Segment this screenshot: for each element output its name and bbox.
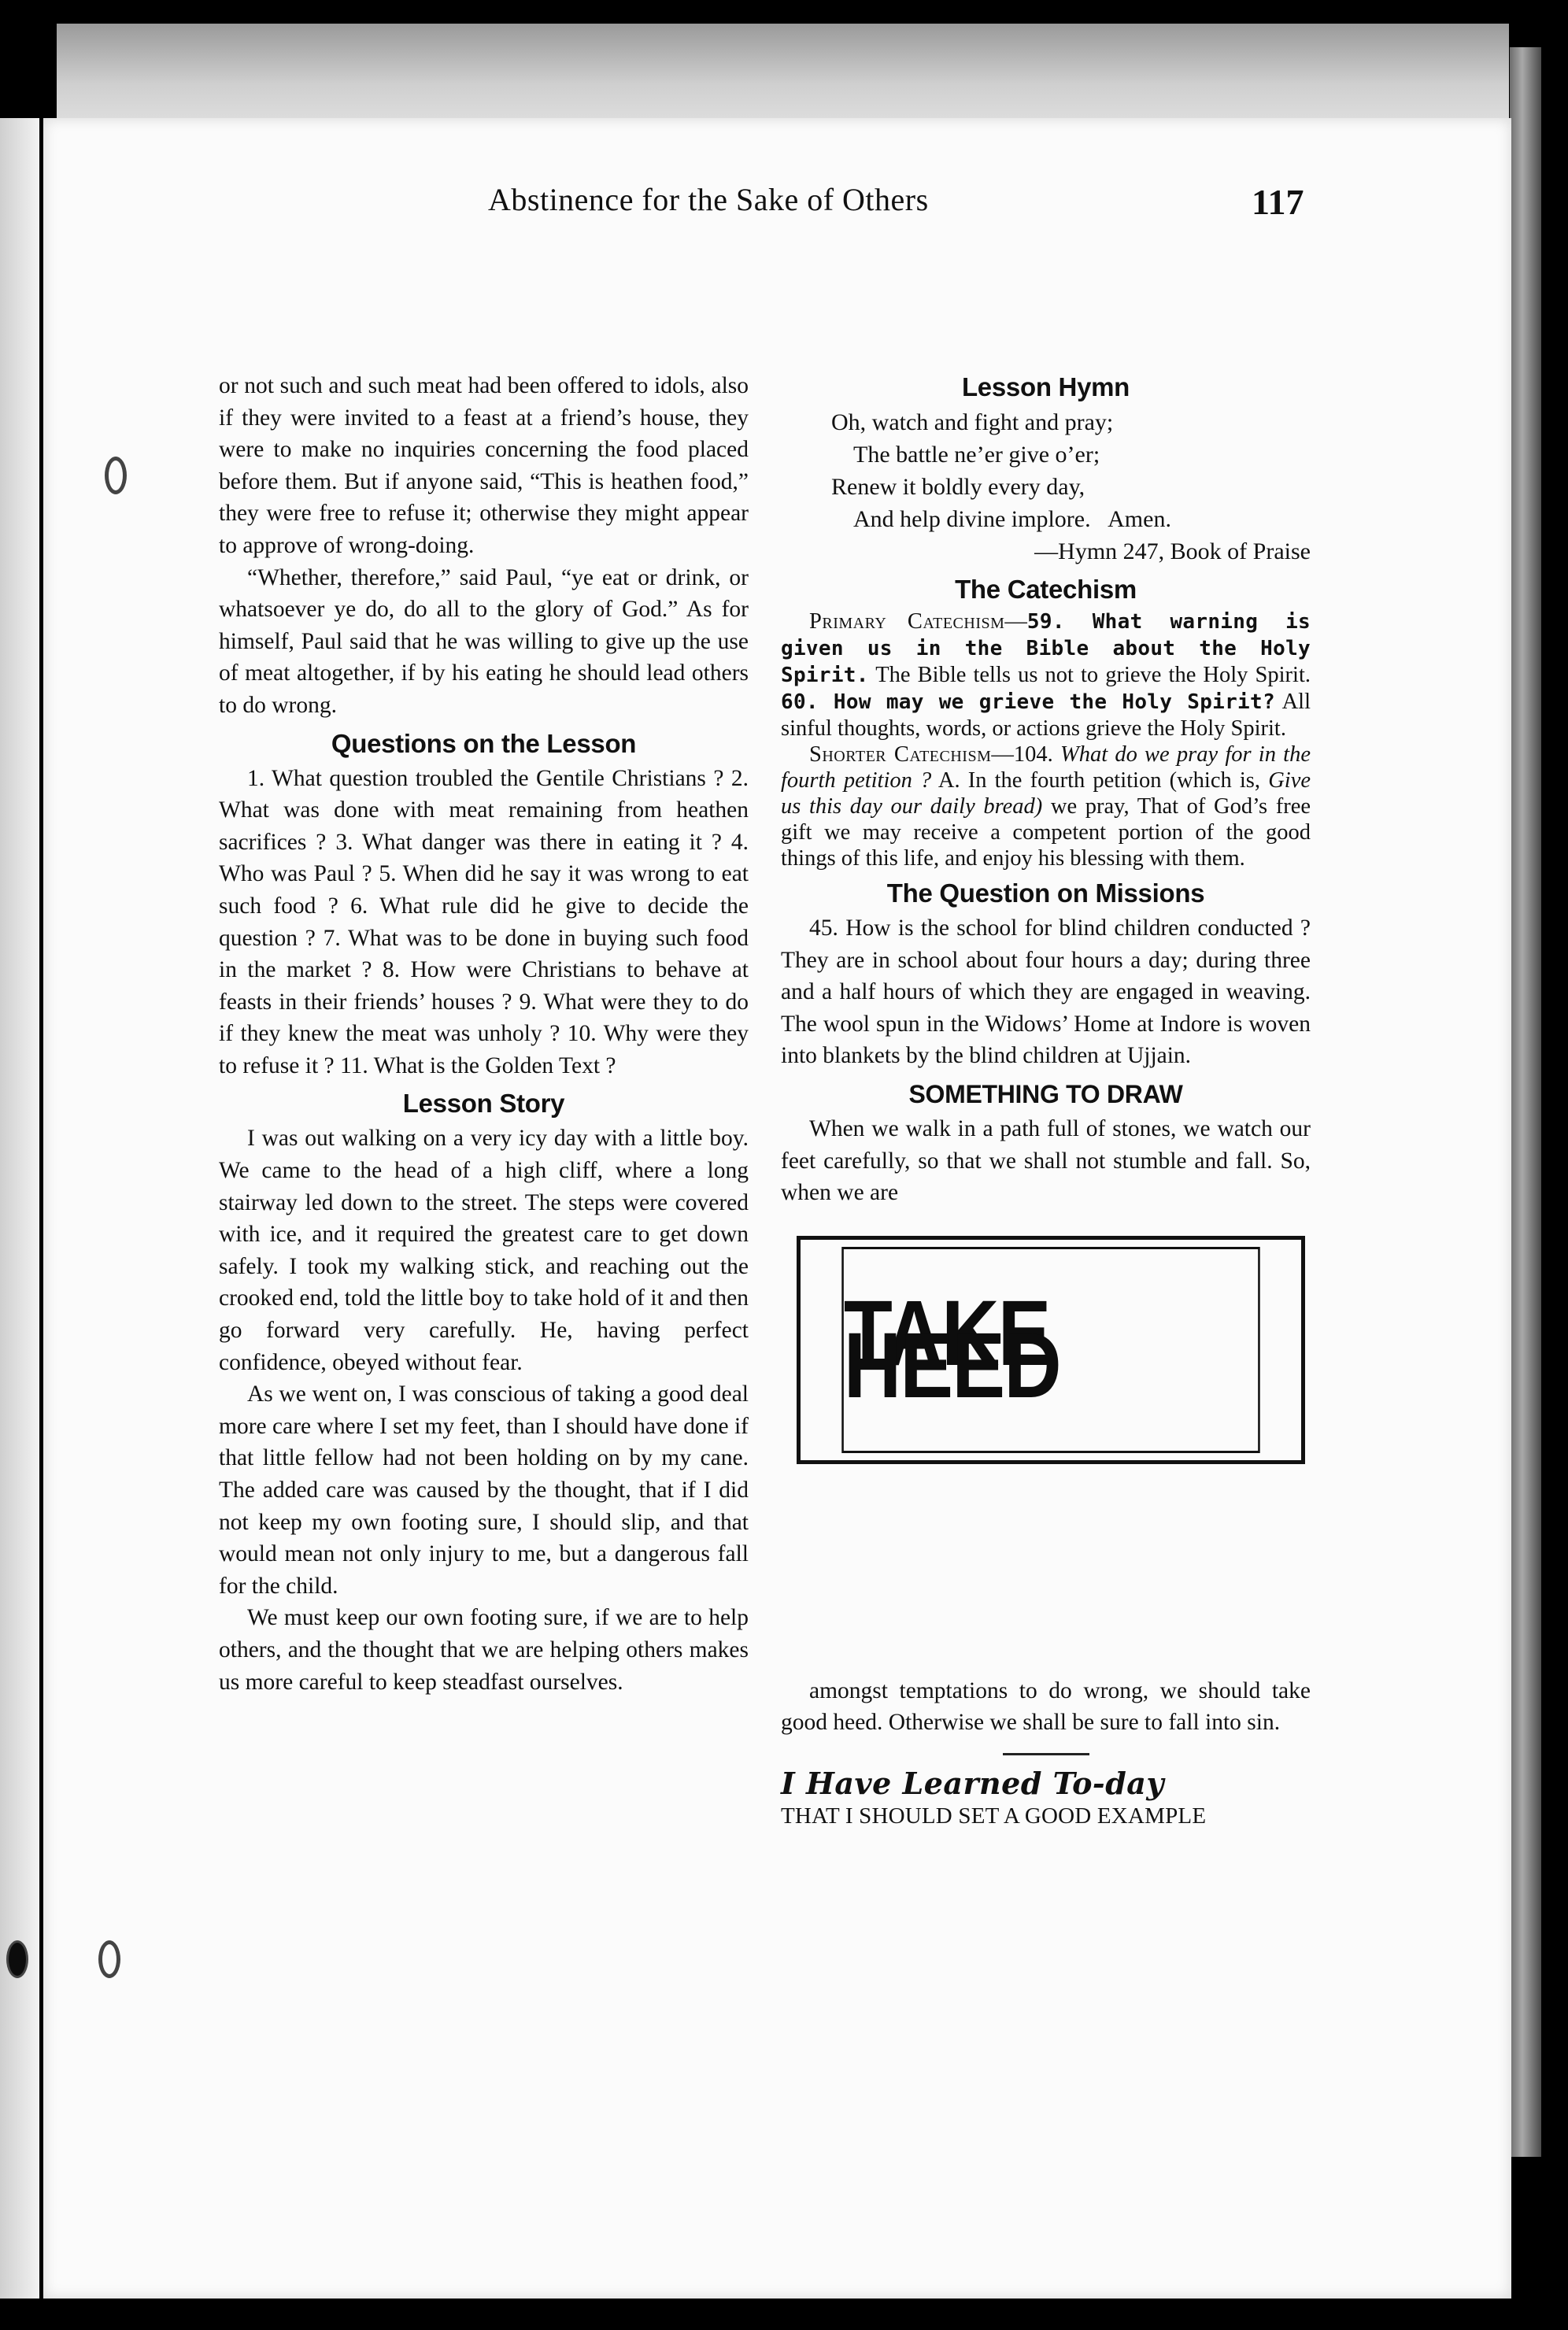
right-column (781, 370, 1311, 1832)
hymn-line-text: And help divine implore. (853, 506, 1091, 532)
missions-text: 45. How is the school for blind children conducted ? They are in school about four hours a day; during three and a half hours of which they are engaged in weaving. The wool spun in the Widows’ Home at Indore is woven into blankets by the blind children at Ujjain. (781, 915, 1311, 1069)
shorter-catechism: Shorter Catechism—104. What do we pray for in the fourth petition ? A. In the fourth petition (which is, Give us this day our daily bread) we pray, That of God’s free gift we may receive a competent portion of the good things of this life, and enjoy his blessing with them. (781, 742, 1311, 871)
missions-heading: The Question on Missions (886, 878, 1205, 908)
story-heading: Lesson Story (402, 1089, 565, 1119)
underlying-page-right-edge (1510, 47, 1541, 2157)
blank-space (781, 1464, 1311, 1675)
hymn-line: The battle ne’er give o’er; (853, 442, 1100, 468)
catechism-question: What do we pray for in the fourth petition ? (781, 742, 1311, 793)
hymn (781, 406, 1311, 568)
hymn-line: Oh, watch and fight and pray; (831, 409, 1114, 435)
primary-catechism-label: Primary Catechism (809, 609, 1005, 634)
story-paragraph: We must keep our own footing sure, if we are to help others, and the thought that we are helping others makes us more careful to keep steadfast ourselves. (219, 1605, 749, 1695)
hymn-heading: Lesson Hymn (961, 372, 1130, 401)
story-paragraph: As we went on, I was conscious of taking a good deal more care where I set my feet, than I should have done if that little fellow had not been holding on by my cane. The added care was caused by the thought, that if I did not keep my own footing sure, I should slip, and that would mean not only injury to me, but a dangerous fall for the child. (219, 1381, 749, 1599)
left-column (219, 370, 749, 1698)
draw-text-continued: amongst temptations to do wrong, we should take good heed. Otherwise we shall be sure to fall into sin. (781, 1677, 1311, 1736)
catechism-heading: The Catechism (955, 575, 1137, 604)
take-heed-poster (797, 1236, 1305, 1464)
hymn-source: —Hymn 247, Book of Praise (1034, 538, 1311, 564)
catechism-answer: All sinful thoughts, words, or actions grieve the Holy Spirit. (781, 690, 1311, 741)
underlying-page-edge (57, 24, 1509, 134)
catechism-answer: The Bible tells us not to grieve the Holy Spirit. (875, 663, 1311, 687)
poster-text: TAKE HEED (841, 1247, 1259, 1453)
catechism-question: 60. How may we grieve the Holy Spirit? (781, 690, 1275, 714)
hymn-amen: Amen. (1108, 506, 1171, 532)
primary-catechism: Primary Catechism—59. What warning is given us in the Bible about the Holy Spirit. The Bible tells us not to grieve the Holy Spirit. 60. How may we grieve the Holy Spirit? All sinful thoughts, words, or actions grieve the Holy Spirit. (781, 609, 1311, 741)
hymn-line: Renew it boldly every day, (831, 474, 1085, 500)
lesson-paragraph: or not such and such meat had been offered to idols, also if they were invited to a feast at a friend’s house, they were to make no inquiries concerning the food placed before them. But if anyone said, “This is heathen food,” they were free to refuse it; otherwise they might appear to approve of wrong-doing. (219, 373, 749, 558)
punch-hole (6, 1940, 28, 1978)
draw-text: When we walk in a path full of stones, we watch our feet carefully, so that we shall not stumble and fall. So, when we are (781, 1115, 1311, 1206)
catechism-answer: we pray, That of God’s free gift we may receive a competent portion of the good things of this life, and enjoy his blessing with them. (781, 794, 1311, 871)
shorter-catechism-label: Shorter Catechism (809, 742, 992, 767)
questions-heading: Questions on the Lesson (331, 728, 637, 758)
catechism-question: 59. What warning is given us in the Bible about the Holy Spirit. (781, 610, 1311, 687)
catechism-answer-quote: Give us this day our daily bread) (781, 768, 1311, 819)
lesson-paragraph: “Whether, therefore,” said Paul, “ye eat or drink, or whatsoever ye do, do all to the glory of God.” As for himself, Paul said that he was willing to give up the use of meat altogether, if by his eating he should lead others to do wrong. (219, 564, 749, 718)
catechism-number: 104. (1013, 742, 1053, 767)
questions-text: 1. What question troubled the Gentile Christians ? 2. What was done with meat remaining from heathen sacrifices ? 3. What danger was there in eating it ? 4. Who was Paul ? 5. When did he say it was wrong to eat such food ? 6. What rule did he give to decide the question ? 7. What was to be done in buying such food in the market ? 8. How were Christians to behave at feasts in their friends’ houses ? 9. What were they to do if they knew the meat was unholy ? 10. Why were they to refuse it ? 11. What is the Golden Text ? (219, 765, 749, 1078)
story-paragraph: I was out walking on a very icy day with a little boy. We came to the head of a high cliff, where a long stairway led down to the street. The steps were covered with ice, and it required the greatest care to get down safely. I took my walking stick, and reaching out the crooked end, told the little boy to take hold of it and then go forward very carefully. He, having perfect confidence, obeyed without fear. (219, 1126, 749, 1375)
ring-hole-bottom (98, 1940, 120, 1978)
running-title: Abstinence for the Sake of Others (488, 182, 929, 217)
ring-hole-top (105, 457, 127, 494)
catechism-answer: A. In the fourth petition (which is, (937, 768, 1261, 793)
draw-heading: SOMETHING TO DRAW (908, 1079, 1183, 1108)
learned-title: I Have Learned To-day (781, 1765, 1164, 1801)
hymn-line (781, 503, 1311, 535)
learned-text: THAT I SHOULD SET A GOOD EXAMPLE (781, 1803, 1207, 1829)
divider-rule (1003, 1753, 1089, 1755)
page-number: 117 (1252, 182, 1304, 222)
